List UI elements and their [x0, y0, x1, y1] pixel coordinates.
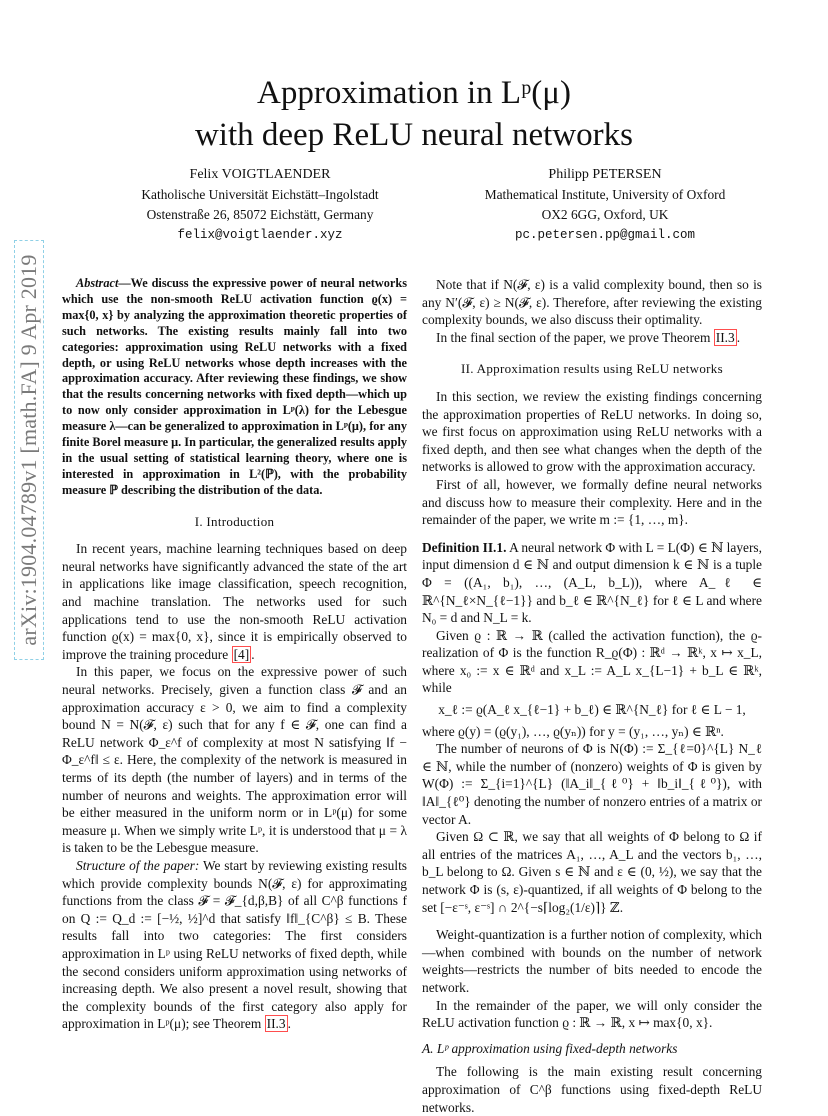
definition-label: Definition II.1.	[422, 539, 507, 555]
title-line-1: Approximation in Lᵖ(μ)	[257, 75, 571, 111]
subsection-heading-a: A. Lᵖ approximation using fixed-depth networks	[422, 1040, 678, 1056]
author-email[interactable]: felix@voigtlaender.xyz	[177, 228, 343, 242]
abstract-text: —We discuss the expressive power of neural networks which use the non-smooth ReLU activation function ϱ(x) = max{0, x} by analyzing the approximation theoretic properties of such networks. The existing results mainly fall into two categories: approximation using ReLU networks with a fixed depth, or using ReLU networks whose depth increases with the approximation accuracy. After reviewing these findings, we show that the results concerning networks with fixed depth—which up to now only consider approximation in Lᵖ(λ) for the Lebesgue measure λ—can be generalized to approximation in Lᵖ(μ), for any finite Borel measure μ. In particular, the generalized results apply in the usual setting of statistical learning theory, where one is interested in approximation in L²(ℙ), with the probability measure ℙ describing the distribution of the data.	[62, 276, 408, 497]
structure-paragraph: Structure of the paper: We start by reviewing existing results which provide complexity bounds N(𝓕, ε) for approximating functions from the class 𝓕 = 𝓕_{d,β,B} of all C^β functions f on Q := Q_d := [−½, ½]^d that satisfy ‖f‖_{C^β} ≤ B. These results fall into two categories: The first considers approximation in Lᵖ using ReLU networks of fixed depth, while the second considers uniform approximation using networks of increasing depth. We also present a novel result, showing that the complexity bounds of the first category also apply for approximation in Lᵖ(μ); see Theorem II.3 .	[62, 857, 408, 1032]
abstract	[62, 276, 407, 499]
definition-text: A neural network Φ with L = L(Φ) ∈ ℕ layers, input dimension d ∈ ℕ and output dimension k ∈ ℕ is a tuple Φ = ((A₁, b₁), …, (A_L, b_L)), where A_ℓ ∈ ℝ^{N_ℓ×N_{ℓ−1}} and b_ℓ ∈ ℝ^{N_ℓ} for ℓ ∈ L and where N₀ = d and N_L = k.	[422, 539, 762, 626]
author-block-2	[440, 165, 770, 245]
author-name: Philipp PETERSEN	[548, 167, 662, 182]
intro-paragraph-2: In this paper, we focus on the expressive power of such neural networks. Precisely, given a function class 𝓕 and an approximation accuracy ε > 0, we aim to find a complexity bound N = N(𝓕, ε) such that for any f ∈ 𝓕, one can find a ReLU network Φ_ε^f of complexity at most N satisfying ‖f − Φ_ε^f‖ ≤ ε. Here, the complexity of the network is measured in terms of its depth (the number of layers) and in terms of the number of neurons and weights. The approximation error will be either measured in the uniform norm or in Lᵖ(μ) for some measure μ. When we simply write Lᵖ, it is understood that μ = λ is taken to be the Lebesgue measure.	[62, 664, 407, 856]
weight-quantization-paragraph: Weight-quantization is a further notion of complexity, which—when combined with bounds on the number of network weights—restricts the number of bits needed to encode the network.	[422, 927, 762, 995]
author-name: Felix VOIGTLAENDER	[189, 167, 331, 182]
author-block-1	[110, 165, 410, 245]
intro-paragraph-1-text: In recent years, machine learning techniques based on deep neural networks have significantly advanced the state of the art in applications like image classification, speech recognition, and machine translation. The networks used for such applications tend to use the non-smooth ReLU activation function ϱ(x) = max{0, x}, since it is empirically observed to improve the training procedure	[62, 541, 407, 662]
author-email[interactable]: pc.petersen.pp@gmail.com	[514, 228, 696, 242]
title-line-2: with deep ReLU neural networks	[194, 117, 634, 153]
section2-paragraph-1: In this section, we review the existing findings concerning the approximation properties of ReLU networks. In doing so, we first focus on approximation using ReLU networks with a fixed depth, and then see what changes when the depth of the networks is allowed to grow with the approximation accuracy.	[422, 388, 762, 475]
section2-paragraph-2: First of all, however, we formally define neural networks and discuss how to measure their complexity. Here and in the remainder of the paper, we write m := {1, …, m}.	[422, 476, 762, 528]
right-column	[422, 276, 762, 1116]
theorem-link[interactable]: II.3	[266, 1016, 286, 1032]
realization-equation: x_ℓ := ϱ(A_ℓ x_{ℓ−1} + b_ℓ) ∈ ℝ^{N_ℓ} for ℓ ∈ L − 1,	[438, 702, 746, 718]
author-affiliation: Katholische Universität Eichstätt–Ingolstadt	[141, 187, 379, 202]
citation-link[interactable]: [4]	[233, 646, 250, 662]
arxiv-id: arXiv:1904.04789v1 [math.FA] 9 Apr 2019	[16, 254, 41, 646]
structure-label: Structure of the paper:	[76, 857, 200, 873]
remainder-paragraph: In the remainder of the paper, we will only consider the ReLU activation function ϱ : ℝ → ℝ, x ↦ max{0, x}.	[422, 997, 762, 1031]
note-paragraph: Note that if N(𝓕, ε) is a valid complexity bound, then so is any N′(𝓕, ε) ≥ N(𝓕, ε). Therefore, after reviewing the existing complexity bounds, we also discuss their optimality.	[422, 277, 762, 328]
neurons-paragraph: The number of neurons of Φ is N(Φ) := Σ_{ℓ=0}^{L} N_ℓ ∈ ℕ, while the number of (nonzero) weights of Φ is given by W(Φ) := Σ_{i=1}^{L} (‖A_i‖_{ℓ⁰} + ‖b_i‖_{ℓ⁰}), with ‖A‖_{ℓ⁰} denoting the number of nonzero entries of a matrix or vector A.	[422, 741, 762, 827]
intro-paragraph-1: In recent years, machine learning techniques based on deep neural networks have significantly advanced the state of the art in applications like image classification, speech recognition, and machine translation. The networks used for such applications tend to use the non-smooth ReLU activation function ϱ(x) = max{0, x}, since it is empirically observed to improve the training procedure [4] .	[62, 541, 407, 662]
theorem-link[interactable]: II.3	[715, 329, 735, 345]
realization-paragraph: Given ϱ : ℝ → ℝ (called the activation function), the ϱ-realization of Φ is the function R_ϱ(Φ) : ℝᵈ → ℝᵏ, x ↦ x_L, where x₀ := x ∈ ℝᵈ and x_L := A_L x_{L−1} + b_L ∈ ℝᵏ, while	[422, 627, 762, 696]
definition-paragraph	[422, 539, 762, 627]
left-column	[62, 276, 407, 1033]
abstract-label: Abstract	[76, 276, 119, 290]
arxiv-sidebar-stamp	[14, 240, 44, 660]
author-address: OX2 6GG, Oxford, UK	[541, 207, 669, 222]
final-section-paragraph: In the final section of the paper, we prove Theorem II.3 .	[436, 329, 741, 345]
paper-title	[0, 72, 828, 156]
final-section-text: In the final section of the paper, we prove Theorem	[436, 329, 711, 345]
section-heading-approximation: II. Approximation results using ReLU networks	[461, 361, 723, 377]
subsection-a-paragraph: The following is the main existing result concerning approximation of C^β functions using fixed-depth ReLU networks.	[422, 1064, 762, 1115]
structure-text: We start by reviewing existing results which provide complexity bounds N(𝓕, ε) for approximating functions from the class 𝓕 = 𝓕_{d,β,B} of all C^β functions f on Q := Q_d := [−½, ½]^d that satisfy ‖f‖_{C^β} ≤ B. These results fall into two categories: The first considers approximation in Lᵖ using ReLU networks of fixed depth, while the second considers uniform approximation using networks of increasing depth. We also present a novel result, showing that the complexity bounds of the first category also apply for approximation in Lᵖ(μ); see Theorem	[62, 857, 408, 1032]
section-heading-introduction: I. Introduction	[194, 513, 275, 529]
where-paragraph: where ϱ(y) = (ϱ(y₁), …, ϱ(yₙ)) for y = (y₁, …, yₙ) ∈ ℝⁿ.	[422, 723, 724, 739]
author-affiliation: Mathematical Institute, University of Oxford	[484, 187, 726, 202]
author-address: Ostenstraße 26, 85072 Eichstätt, Germany	[146, 207, 374, 222]
quantization-paragraph: Given Ω ⊂ ℝ, we say that all weights of Φ belong to Ω if all entries of the matrices A₁, …, A_L and the vectors b₁, …, b_L belong to Ω. Given s ∈ ℕ and ε ∈ (0, ½), we say that the network Φ is (s, ε)-quantized, if all weights of Φ belong to the set [−ε⁻ˢ, ε⁻ˢ] ∩ 2^{−s⌈log₂(1/ε)⌉} ℤ.	[422, 829, 762, 915]
